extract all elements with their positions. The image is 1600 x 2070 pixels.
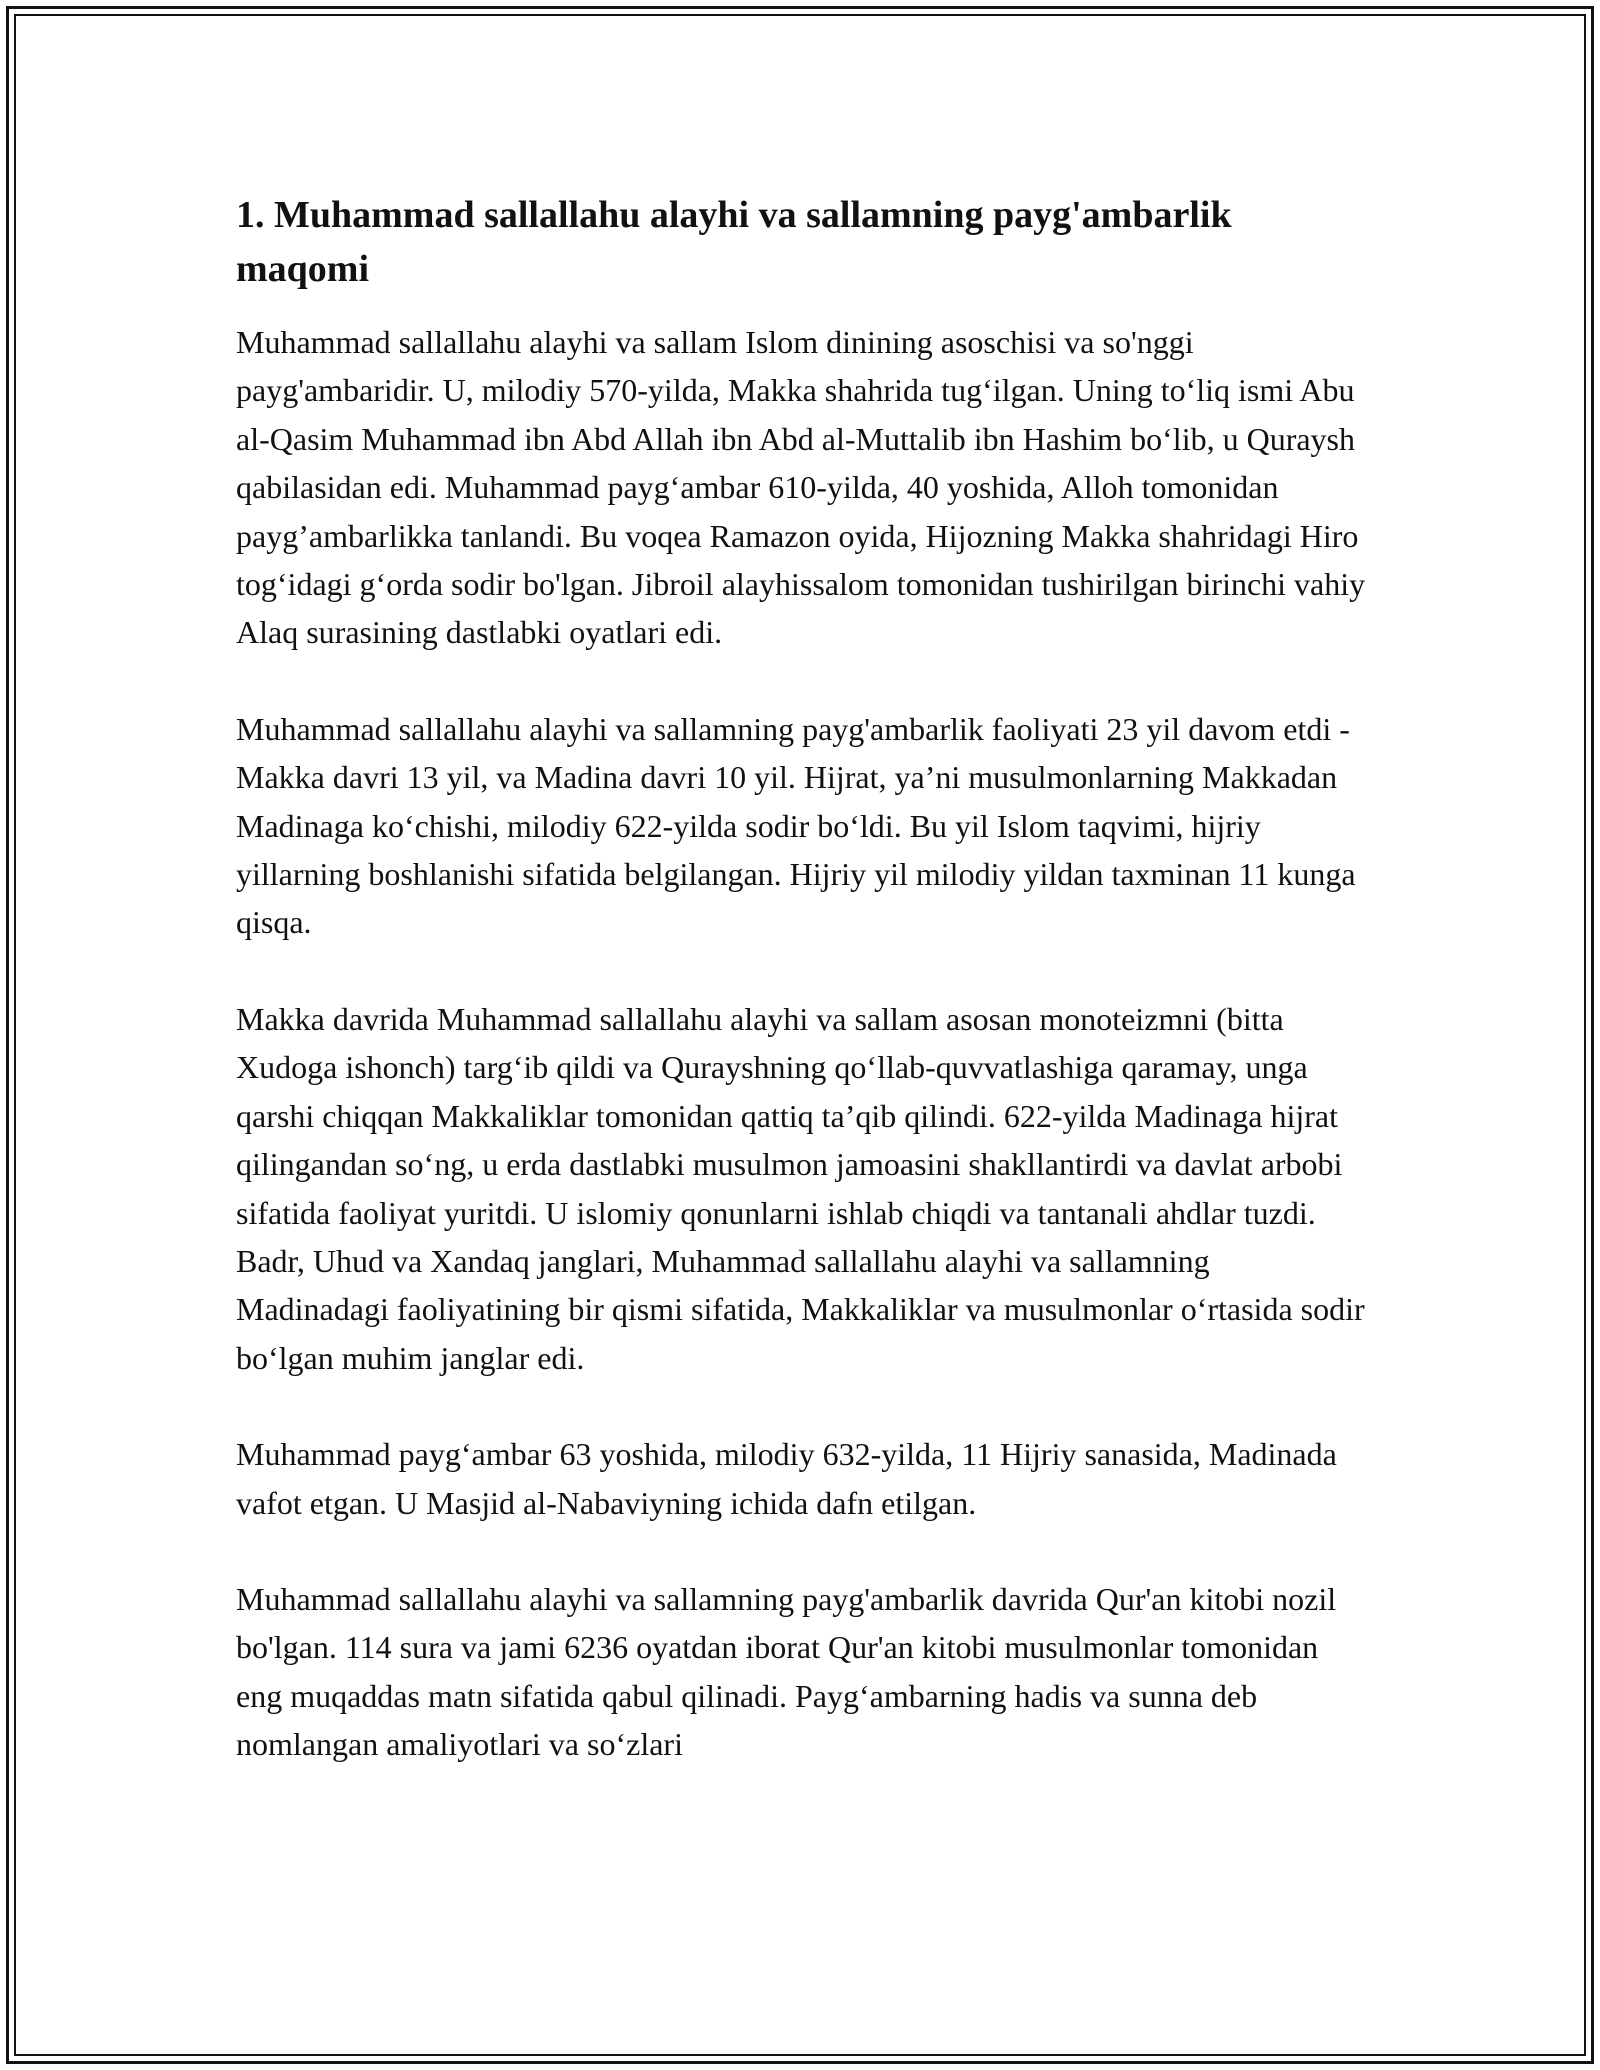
paragraph-2: Muhammad sallallahu alayhi va sallamning payg'ambarlik faoliyati 23 yil davom etdi - Makka davri 13 yil, va Madina davri 10 yil. Hijrat, ya’ni musulmonlarning Makkadan Madinaga ko‘chishi, milodiy 622-yilda sodir bo‘ldi. Bu yil Islom taqvimi, hijriy yillarning boshlanishi sifatida belgilangan. Hijriy yil milodiy yildan taxminan 11 kunga qisqa.: [236, 710, 1356, 941]
paragraph-5: Muhammad sallallahu alayhi va sallamning payg'ambarlik davrida Qur'an kitobi nozil bo'lgan. 114 sura va jami 6236 oyatdan iborat Qur'an kitobi musulmonlar tomonidan eng muqaddas matn sifatida qabul qilinadi. Payg‘ambarning hadis va sunna deb nomlangan amaliyotlari va so‘zlari: [236, 1580, 1337, 1763]
paragraph-1: Muhammad sallallahu alayhi va sallam Islom dinining asoschisi va so'nggi payg'ambaridir. U, milodiy 570-yilda, Makka shahrida tug‘ilgan. Uning to‘liq ismi Abu al-Qasim Muhammad ibn Abd Allah ibn Abd al-Muttalib ibn Hashim bo‘lib, u Quraysh qabilasidan edi. Muhammad payg‘ambar 610-yilda, 40 yoshida, Alloh tomonidan payg’ambarlikka tanlandi. Bu voqea Ramazon oyida, Hijozning Makka shahridagi Hiro tog‘idagi g‘orda sodir bo'lgan. Jibroil alayhissalom tomonidan tushirilgan birinchi vahiy Alaq surasining dastlabki oyatlari edi.: [236, 324, 1366, 651]
section-heading: 1. Muhammad sallallahu alayhi va sallamning payg'ambarlik maqomi: [236, 194, 1232, 290]
paragraph-3: Makka davrida Muhammad sallallahu alayhi va sallam asosan monoteizmni (bitta Xudoga ishonch) targ‘ib qildi va Qurayshning qo‘llab-quvvatlashiga qaramay, unga qarshi chiqqan Makkaliklar tomonidan qattiq ta’qib qilindi. 622-yilda Madinaga hijrat qilingandan so‘ng, u erda dastlabki musulmon jamoasini shakllantirdi va davlat arbobi sifatida faoliyat yuritdi. U islomiy qonunlarni ishlab chiqdi va tantanali ahdlar tuzdi. Badr, Uhud va Xandaq janglari, Muhammad sallallahu alayhi va sallamning Madinadagi faoliyatining bir qismi sifatida, Makkaliklar va musulmonlar o‘rtasida sodir bo‘lgan muhim janglar edi.: [236, 1000, 1365, 1376]
document-body: [236, 188, 1366, 1769]
paragraph-4: Muhammad payg‘ambar 63 yoshida, milodiy 632-yilda, 11 Hijriy sanasida, Madinada vafot etgan. U Masjid al-Nabaviyning ichida dafn etilgan.: [236, 1436, 1337, 1521]
